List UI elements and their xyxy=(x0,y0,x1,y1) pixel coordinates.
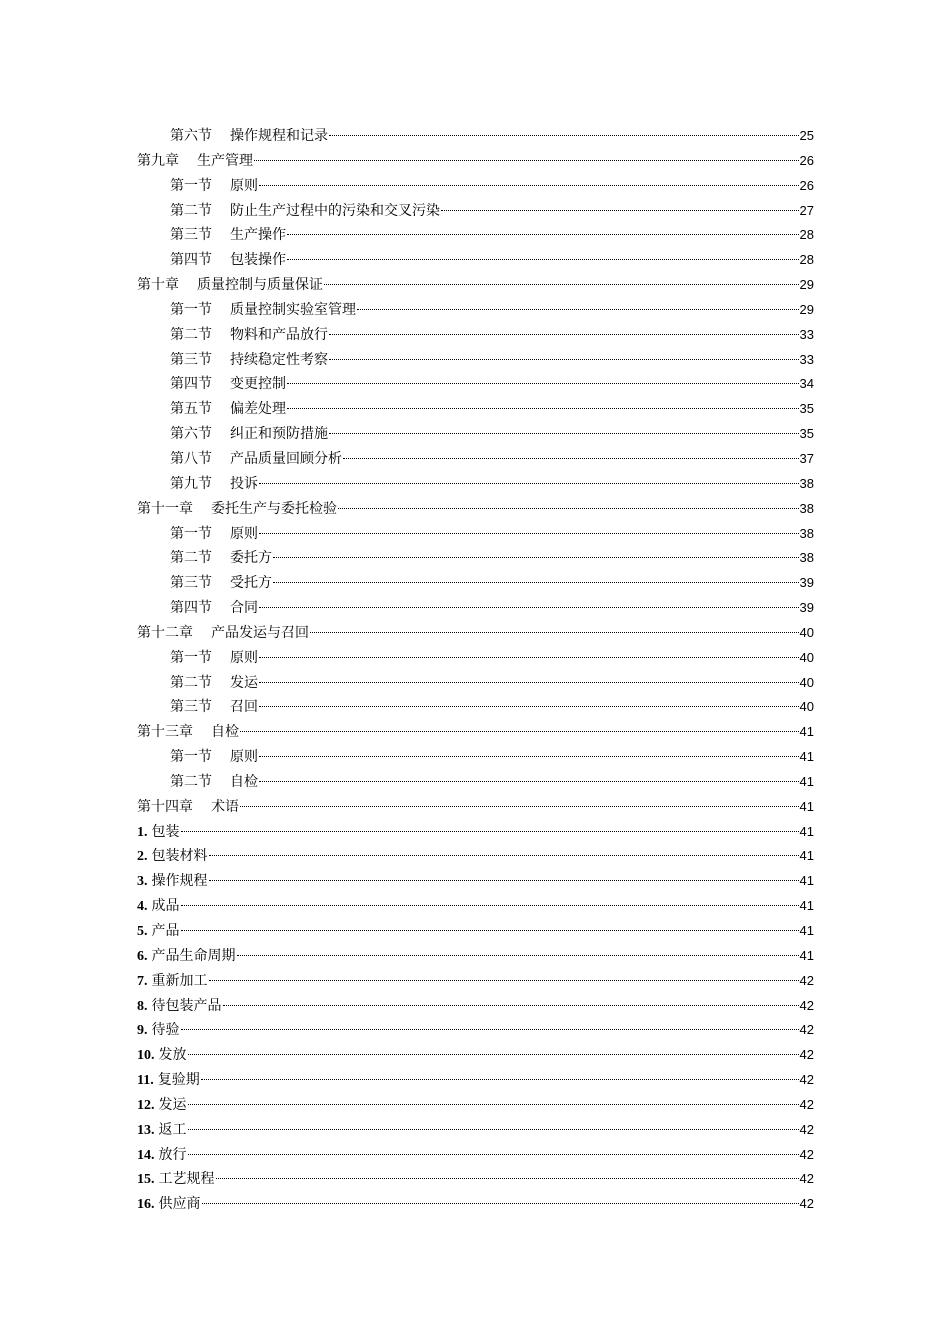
dot-leader xyxy=(287,408,799,409)
toc-entry-text: 偏差处理 xyxy=(230,401,286,418)
toc-entry-text: 放行 xyxy=(158,1146,187,1163)
toc-entry-label: 第三节 xyxy=(170,575,212,592)
toc-entry-label: 第一节 xyxy=(170,749,212,766)
toc-page-number: 41 xyxy=(799,823,814,839)
toc-entry-label: 16. xyxy=(137,1197,155,1213)
dot-leader xyxy=(209,980,799,981)
toc-entry-title xyxy=(170,348,328,373)
toc-page-number: 41 xyxy=(799,773,814,789)
toc-entry-text: 自检 xyxy=(230,773,258,790)
toc-page-number: 41 xyxy=(799,848,814,864)
toc-entry-term[interactable] xyxy=(137,1143,814,1168)
toc-page-number: 38 xyxy=(799,550,814,566)
toc-entry-title xyxy=(137,1192,201,1218)
toc-entry-chapter[interactable] xyxy=(137,621,814,646)
dot-leader xyxy=(259,185,799,186)
toc-entry-label: 第九章 xyxy=(137,152,179,169)
toc-page-number: 42 xyxy=(799,1022,814,1038)
toc-entry-text: 质量控制实验室管理 xyxy=(230,301,356,318)
toc-entry-label: 第一节 xyxy=(170,649,212,666)
toc-page-number: 40 xyxy=(799,624,814,640)
toc-entry-section[interactable] xyxy=(137,447,814,472)
toc-entry-label: 第四节 xyxy=(170,376,212,393)
toc-page-number: 26 xyxy=(799,177,814,193)
toc-page-number: 42 xyxy=(799,997,814,1013)
toc-entry-label: 第八节 xyxy=(170,450,212,467)
toc-entry-text: 防止生产过程中的污染和交叉污染 xyxy=(230,202,440,219)
toc-entry-section[interactable] xyxy=(137,596,814,621)
toc-entry-term[interactable] xyxy=(137,944,814,969)
toc-entry-section[interactable] xyxy=(137,323,814,348)
toc-entry-title xyxy=(170,447,342,472)
dot-leader xyxy=(357,309,799,310)
toc-entry-term[interactable] xyxy=(137,820,814,845)
toc-entry-term[interactable] xyxy=(137,969,814,994)
dot-leader xyxy=(240,806,799,807)
toc-entry-label: 第三节 xyxy=(170,351,212,368)
dot-leader xyxy=(201,1079,799,1080)
toc-entry-text: 物料和产品放行 xyxy=(230,326,328,343)
dot-leader xyxy=(259,533,799,534)
toc-entry-title xyxy=(137,1043,187,1069)
dot-leader xyxy=(259,706,799,707)
toc-entry-title xyxy=(170,695,258,720)
toc-entry-text: 术语 xyxy=(211,798,239,815)
toc-page-number: 41 xyxy=(799,898,814,914)
dot-leader xyxy=(254,160,799,161)
toc-entry-title xyxy=(137,1167,215,1193)
toc-entry-label: 第一节 xyxy=(170,301,212,318)
table-of-contents xyxy=(137,124,814,1217)
toc-entry-title xyxy=(137,1093,187,1119)
toc-entry-section[interactable] xyxy=(137,571,814,596)
toc-entry-label: 第二节 xyxy=(170,326,212,343)
toc-page-number: 40 xyxy=(799,649,814,665)
dot-leader xyxy=(259,657,799,658)
toc-entry-section[interactable] xyxy=(137,372,814,397)
toc-entry-text: 复验期 xyxy=(157,1072,200,1089)
toc-page-number: 39 xyxy=(799,600,814,616)
toc-page-number: 35 xyxy=(799,426,814,442)
dot-leader xyxy=(338,508,799,509)
dot-leader xyxy=(329,433,799,434)
toc-page-number: 41 xyxy=(799,923,814,938)
dot-leader xyxy=(441,210,799,211)
toc-entry-title xyxy=(137,1118,187,1144)
toc-entry-label: 第十一章 xyxy=(137,500,193,517)
dot-leader xyxy=(287,383,799,384)
dot-leader xyxy=(209,880,799,881)
toc-entry-label: 4. xyxy=(137,899,148,915)
toc-page-number: 26 xyxy=(799,152,814,168)
toc-entry-section[interactable] xyxy=(137,397,814,422)
toc-entry-label: 9. xyxy=(137,1023,148,1039)
toc-entry-text: 产品发运与召回 xyxy=(211,624,309,641)
toc-entry-title xyxy=(137,1143,187,1169)
toc-entry-text: 生产管理 xyxy=(197,152,253,169)
dot-leader xyxy=(287,259,799,260)
toc-entry-label: 6. xyxy=(137,948,148,964)
toc-entry-text: 受托方 xyxy=(230,575,272,592)
toc-entry-label: 第十章 xyxy=(137,277,179,294)
dot-leader xyxy=(259,607,799,608)
toc-page-number: 38 xyxy=(799,500,814,516)
dot-leader xyxy=(223,1005,799,1006)
toc-entry-text: 原则 xyxy=(230,649,258,666)
toc-entry-label: 第三节 xyxy=(170,699,212,716)
toc-entry-term[interactable] xyxy=(137,919,814,944)
toc-page-number: 41 xyxy=(799,947,814,963)
toc-entry-title xyxy=(137,894,180,920)
toc-entry-section[interactable] xyxy=(137,348,814,373)
toc-entry-text: 投诉 xyxy=(230,475,258,492)
toc-entry-label: 7. xyxy=(137,973,148,989)
toc-entry-title xyxy=(170,199,440,224)
toc-entry-title xyxy=(137,994,222,1020)
toc-entry-title xyxy=(170,571,272,596)
toc-entry-text: 返工 xyxy=(158,1121,187,1138)
toc-entry-section[interactable] xyxy=(137,422,814,447)
toc-entry-text: 包装材料 xyxy=(151,848,208,865)
toc-page-number: 27 xyxy=(799,202,814,218)
toc-entry-label: 第六节 xyxy=(170,128,212,144)
toc-entry-text: 产品质量回顾分析 xyxy=(230,450,342,467)
toc-entry-label: 15. xyxy=(137,1172,155,1188)
toc-entry-text: 合同 xyxy=(230,600,258,617)
toc-entry-section[interactable] xyxy=(137,248,814,273)
toc-entry-label: 第二节 xyxy=(170,674,212,691)
toc-entry-title xyxy=(170,323,328,348)
toc-entry-label: 第三节 xyxy=(170,227,212,244)
toc-entry-label: 8. xyxy=(137,998,148,1014)
toc-entry-label: 第六节 xyxy=(170,426,212,443)
toc-entry-text: 原则 xyxy=(230,525,258,542)
toc-entry-title xyxy=(137,273,323,298)
toc-page-number: 42 xyxy=(799,1171,814,1187)
toc-entry-text: 委托生产与委托检验 xyxy=(211,500,337,517)
toc-page-number: 29 xyxy=(799,277,814,293)
dot-leader xyxy=(181,930,799,931)
toc-entry-title xyxy=(137,795,239,820)
toc-entry-title xyxy=(137,869,208,895)
toc-page-number: 29 xyxy=(799,301,814,317)
dot-leader xyxy=(181,1029,799,1030)
toc-entry-title xyxy=(170,174,258,199)
toc-entry-term[interactable] xyxy=(137,1093,814,1118)
toc-entry-title xyxy=(137,969,208,995)
dot-leader xyxy=(188,1129,799,1130)
toc-entry-title xyxy=(170,522,258,547)
toc-page-number: 42 xyxy=(799,1196,814,1212)
toc-page-number: 25 xyxy=(799,128,814,143)
toc-entry-text: 成品 xyxy=(151,898,180,915)
toc-page-number: 41 xyxy=(799,724,814,740)
toc-entry-text: 工艺规程 xyxy=(158,1171,215,1188)
toc-entry-label: 第二节 xyxy=(170,202,212,219)
toc-page-number: 42 xyxy=(799,1047,814,1063)
toc-entry-text: 质量控制与质量保证 xyxy=(197,277,323,294)
toc-entry-text: 发运 xyxy=(230,674,258,691)
toc-entry-title xyxy=(170,397,286,422)
toc-page-number: 33 xyxy=(799,326,814,342)
toc-entry-title xyxy=(137,149,253,174)
dot-leader xyxy=(188,1104,799,1105)
toc-entry-label: 第五节 xyxy=(170,401,212,418)
toc-entry-label: 第四节 xyxy=(170,600,212,617)
toc-page-number: 41 xyxy=(799,873,814,889)
toc-entry-text: 发放 xyxy=(158,1047,187,1064)
toc-entry-label: 第九节 xyxy=(170,475,212,492)
dot-leader xyxy=(216,1178,799,1179)
toc-entry-section[interactable] xyxy=(137,472,814,497)
toc-entry-section[interactable] xyxy=(137,770,814,795)
toc-page-number: 40 xyxy=(799,674,814,690)
toc-entry-section[interactable] xyxy=(137,695,814,720)
toc-entry-title xyxy=(170,646,258,671)
dot-leader xyxy=(237,955,799,956)
dot-leader xyxy=(209,855,799,856)
toc-entry-title xyxy=(170,298,356,323)
toc-entry-term[interactable] xyxy=(137,894,814,919)
toc-page-number: 38 xyxy=(799,525,814,541)
toc-entry-section[interactable] xyxy=(137,223,814,248)
toc-entry-chapter[interactable] xyxy=(137,497,814,522)
dot-leader xyxy=(188,1154,799,1155)
dot-leader xyxy=(287,234,799,235)
toc-entry-label: 2. xyxy=(137,849,148,865)
toc-entry-term[interactable] xyxy=(137,1068,814,1093)
toc-page-number: 41 xyxy=(799,798,814,814)
dot-leader xyxy=(259,756,799,757)
toc-entry-title xyxy=(137,720,239,745)
toc-entry-text: 操作规程 xyxy=(151,873,208,890)
toc-entry-title xyxy=(137,944,236,970)
toc-entry-section[interactable] xyxy=(137,546,814,571)
dot-leader xyxy=(329,359,799,360)
toc-entry-title xyxy=(137,1068,200,1094)
toc-entry-text: 自检 xyxy=(211,724,239,741)
toc-entry-section[interactable] xyxy=(137,124,814,149)
toc-entry-label: 5. xyxy=(137,924,148,939)
dot-leader xyxy=(273,557,799,558)
toc-page-number: 28 xyxy=(799,252,814,268)
dot-leader xyxy=(259,483,799,484)
toc-entry-text: 产品生命周期 xyxy=(151,947,236,964)
toc-entry-label: 10. xyxy=(137,1048,155,1064)
toc-entry-text: 待包装产品 xyxy=(151,997,222,1014)
toc-entry-text: 操作规程和记录 xyxy=(230,128,328,144)
toc-entry-chapter[interactable] xyxy=(137,273,814,298)
dot-leader xyxy=(240,731,799,732)
toc-entry-title xyxy=(170,422,328,447)
toc-page-number: 34 xyxy=(799,376,814,392)
toc-page-number: 40 xyxy=(799,699,814,715)
toc-entry-label: 第二节 xyxy=(170,773,212,790)
toc-entry-title xyxy=(170,596,258,621)
toc-page-number: 28 xyxy=(799,227,814,243)
toc-entry-text: 包装 xyxy=(151,823,180,840)
toc-entry-title xyxy=(170,546,272,571)
toc-entry-title xyxy=(170,770,258,795)
dot-leader xyxy=(259,682,799,683)
toc-page-number: 42 xyxy=(799,972,814,988)
toc-entry-title xyxy=(170,472,258,497)
toc-entry-title xyxy=(170,372,286,397)
dot-leader xyxy=(329,135,799,136)
toc-entry-text: 发运 xyxy=(158,1096,187,1113)
toc-entry-label: 第一节 xyxy=(170,525,212,542)
toc-entry-term[interactable] xyxy=(137,1018,814,1043)
toc-entry-text: 召回 xyxy=(230,699,258,716)
toc-entry-title xyxy=(170,745,258,770)
toc-entry-text: 生产操作 xyxy=(230,227,286,244)
toc-entry-label: 第二节 xyxy=(170,550,212,567)
toc-entry-text: 原则 xyxy=(230,177,258,194)
toc-entry-title xyxy=(137,497,337,522)
dot-leader xyxy=(329,334,799,335)
toc-entry-title xyxy=(137,919,180,945)
toc-entry-text: 持续稳定性考察 xyxy=(230,351,328,368)
toc-entry-label: 第四节 xyxy=(170,252,212,269)
toc-entry-term[interactable] xyxy=(137,869,814,894)
toc-entry-section[interactable] xyxy=(137,199,814,224)
dot-leader xyxy=(259,781,799,782)
toc-entry-term[interactable] xyxy=(137,1118,814,1143)
toc-entry-section[interactable] xyxy=(137,174,814,199)
toc-entry-label: 第十三章 xyxy=(137,724,193,741)
toc-entry-text: 包装操作 xyxy=(230,252,286,269)
toc-entry-text: 产品 xyxy=(151,923,180,939)
toc-page-number: 42 xyxy=(799,1096,814,1112)
toc-entry-text: 原则 xyxy=(230,749,258,766)
dot-leader xyxy=(188,1054,799,1055)
toc-entry-section[interactable] xyxy=(137,522,814,547)
toc-entry-label: 13. xyxy=(137,1122,155,1138)
toc-page-number: 33 xyxy=(799,351,814,367)
toc-entry-title xyxy=(170,671,258,696)
dot-leader xyxy=(273,582,799,583)
dot-leader xyxy=(343,458,799,459)
toc-entry-text: 委托方 xyxy=(230,550,272,567)
toc-page-number: 42 xyxy=(799,1072,814,1088)
toc-entry-section[interactable] xyxy=(137,745,814,770)
toc-entry-section[interactable] xyxy=(137,298,814,323)
toc-entry-text: 纠正和预防措施 xyxy=(230,426,328,443)
toc-entry-term[interactable] xyxy=(137,994,814,1019)
toc-entry-text: 变更控制 xyxy=(230,376,286,393)
toc-entry-label: 11. xyxy=(137,1073,154,1089)
toc-entry-text: 待验 xyxy=(151,1022,180,1039)
toc-entry-chapter[interactable] xyxy=(137,795,814,820)
toc-entry-chapter[interactable] xyxy=(137,149,814,174)
toc-page-number: 42 xyxy=(799,1146,814,1162)
toc-entry-label: 第一节 xyxy=(170,177,212,194)
toc-entry-label: 3. xyxy=(137,874,148,890)
toc-entry-section[interactable] xyxy=(137,646,814,671)
toc-entry-term[interactable] xyxy=(137,1043,814,1068)
toc-entry-text: 重新加工 xyxy=(151,972,208,989)
toc-entry-label: 14. xyxy=(137,1147,155,1163)
dot-leader xyxy=(181,831,799,832)
toc-page-number: 35 xyxy=(799,401,814,417)
toc-entry-term[interactable] xyxy=(137,1192,814,1217)
toc-page-number: 42 xyxy=(799,1121,814,1137)
dot-leader xyxy=(181,905,799,906)
dot-leader xyxy=(202,1203,799,1204)
toc-page-number: 41 xyxy=(799,749,814,765)
toc-page-number: 37 xyxy=(799,450,814,466)
toc-entry-title xyxy=(170,223,286,248)
toc-entry-section[interactable] xyxy=(137,671,814,696)
toc-entry-label: 1. xyxy=(137,824,148,840)
toc-entry-label: 12. xyxy=(137,1097,155,1113)
toc-page-number: 38 xyxy=(799,475,814,491)
dot-leader xyxy=(310,632,799,633)
toc-entry-title xyxy=(137,844,208,870)
toc-entry-title xyxy=(137,1018,180,1044)
toc-entry-text: 供应商 xyxy=(158,1196,201,1213)
toc-entry-label: 第十四章 xyxy=(137,798,193,815)
toc-entry-chapter[interactable] xyxy=(137,720,814,745)
toc-entry-title xyxy=(170,248,286,273)
toc-entry-title xyxy=(137,820,180,846)
toc-page-number: 39 xyxy=(799,575,814,591)
dot-leader xyxy=(324,284,799,285)
toc-entry-term[interactable] xyxy=(137,1167,814,1192)
toc-entry-term[interactable] xyxy=(137,844,814,869)
toc-entry-label: 第十二章 xyxy=(137,624,193,641)
toc-entry-title xyxy=(170,124,328,149)
toc-entry-title xyxy=(137,621,309,646)
